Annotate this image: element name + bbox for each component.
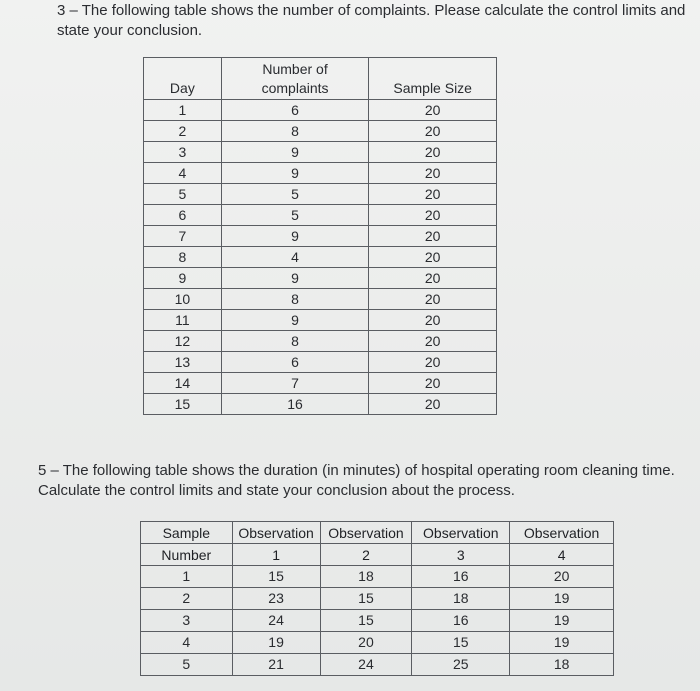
complaints-cell: 6 — [221, 100, 369, 121]
table-row — [144, 163, 497, 184]
header-cell: Observation — [232, 522, 320, 544]
observation-cell: 16 — [412, 566, 510, 588]
observation-cell: 16 — [412, 610, 510, 632]
table-row — [144, 226, 497, 247]
sample-number-cell: 5 — [141, 654, 233, 676]
table-row — [144, 121, 497, 142]
sample-size-cell: 20 — [369, 226, 497, 247]
complaints-cell: 7 — [221, 373, 369, 394]
day-cell: 14 — [144, 373, 222, 394]
observation-cell: 15 — [232, 566, 320, 588]
sample-size-cell: 20 — [369, 100, 497, 121]
header-complaints-line1: Number of — [262, 61, 328, 77]
header-complaints-line2: complaints — [261, 80, 329, 96]
observation-cell: 15 — [320, 588, 412, 610]
sample-number-cell: 2 — [141, 588, 233, 610]
table-row — [141, 588, 614, 610]
cleaning-table-header-row-1 — [141, 522, 614, 544]
sample-size-cell: 20 — [369, 310, 497, 331]
sample-number-cell: 1 — [141, 566, 233, 588]
complaints-cell: 16 — [221, 394, 369, 415]
header-cell: Observation — [412, 522, 510, 544]
header-day: Day — [144, 58, 222, 100]
day-cell: 3 — [144, 142, 222, 163]
complaints-cell: 9 — [221, 226, 369, 247]
question-5-text: 5 – The following table shows the duration (in minutes) of hospital operating room cleaning time. Calculate the control limits and state your conclusion about the process. — [38, 462, 675, 499]
day-cell: 9 — [144, 268, 222, 289]
complaints-cell: 6 — [221, 352, 369, 373]
table-row — [141, 610, 614, 632]
observation-cell: 21 — [232, 654, 320, 676]
cleaning-table-header-row-2 — [141, 544, 614, 566]
complaints-cell: 8 — [221, 331, 369, 352]
header-cell: Sample — [141, 522, 233, 544]
sample-size-cell: 20 — [369, 373, 497, 394]
sample-size-cell: 20 — [369, 247, 497, 268]
observation-cell: 20 — [320, 632, 412, 654]
header-cell: Observation — [510, 522, 614, 544]
header-number-of-complaints — [221, 58, 369, 100]
observation-cell: 15 — [320, 610, 412, 632]
table-row — [141, 654, 614, 676]
observation-cell: 24 — [320, 654, 412, 676]
table-row — [144, 394, 497, 415]
sample-size-cell: 20 — [369, 205, 497, 226]
complaints-cell: 9 — [221, 310, 369, 331]
complaints-cell: 9 — [221, 163, 369, 184]
day-cell: 15 — [144, 394, 222, 415]
complaints-cell: 8 — [221, 121, 369, 142]
observation-cell: 24 — [232, 610, 320, 632]
sample-size-cell: 20 — [369, 268, 497, 289]
sample-size-cell: 20 — [369, 121, 497, 142]
header-sample-size: Sample Size — [369, 58, 497, 100]
day-cell: 7 — [144, 226, 222, 247]
observation-cell: 19 — [510, 588, 614, 610]
header-cell: Number — [141, 544, 233, 566]
table-row — [141, 566, 614, 588]
sample-size-cell: 20 — [369, 394, 497, 415]
day-cell: 12 — [144, 331, 222, 352]
question-3-text: 3 – The following table shows the number of complaints. Please calculate the control limits and state your conclusion. — [57, 2, 686, 39]
complaints-table-header — [144, 58, 497, 100]
table-row — [144, 289, 497, 310]
complaints-cell: 9 — [221, 142, 369, 163]
observation-cell: 20 — [510, 566, 614, 588]
observation-cell: 18 — [412, 588, 510, 610]
complaints-cell: 8 — [221, 289, 369, 310]
table-row — [144, 331, 497, 352]
observation-cell: 18 — [320, 566, 412, 588]
observation-cell: 19 — [510, 632, 614, 654]
day-cell: 11 — [144, 310, 222, 331]
sample-size-cell: 20 — [369, 184, 497, 205]
day-cell: 2 — [144, 121, 222, 142]
complaints-cell: 5 — [221, 184, 369, 205]
observation-cell: 25 — [412, 654, 510, 676]
observation-cell: 15 — [412, 632, 510, 654]
header-cell: 1 — [232, 544, 320, 566]
table-row — [144, 373, 497, 394]
observation-cell: 19 — [232, 632, 320, 654]
header-cell: 2 — [320, 544, 412, 566]
complaints-cell: 5 — [221, 205, 369, 226]
table-row — [144, 142, 497, 163]
day-cell: 8 — [144, 247, 222, 268]
table-row — [144, 352, 497, 373]
day-cell: 4 — [144, 163, 222, 184]
sample-number-cell: 3 — [141, 610, 233, 632]
observation-cell: 23 — [232, 588, 320, 610]
complaints-table — [143, 57, 497, 415]
table-row — [144, 268, 497, 289]
table-row — [141, 632, 614, 654]
day-cell: 13 — [144, 352, 222, 373]
table-row — [144, 205, 497, 226]
table-row — [144, 184, 497, 205]
day-cell: 10 — [144, 289, 222, 310]
sample-size-cell: 20 — [369, 352, 497, 373]
sample-size-cell: 20 — [369, 163, 497, 184]
sample-size-cell: 20 — [369, 331, 497, 352]
header-cell: 4 — [510, 544, 614, 566]
sample-size-cell: 20 — [369, 289, 497, 310]
table-row — [144, 100, 497, 121]
day-cell: 1 — [144, 100, 222, 121]
header-cell: 3 — [412, 544, 510, 566]
observation-cell: 19 — [510, 610, 614, 632]
observation-cell: 18 — [510, 654, 614, 676]
cleaning-time-table — [140, 521, 614, 676]
table-row — [144, 247, 497, 268]
day-cell: 5 — [144, 184, 222, 205]
complaints-cell: 4 — [221, 247, 369, 268]
sample-number-cell: 4 — [141, 632, 233, 654]
complaints-cell: 9 — [221, 268, 369, 289]
header-cell: Observation — [320, 522, 412, 544]
day-cell: 6 — [144, 205, 222, 226]
table-row — [144, 310, 497, 331]
sample-size-cell: 20 — [369, 142, 497, 163]
